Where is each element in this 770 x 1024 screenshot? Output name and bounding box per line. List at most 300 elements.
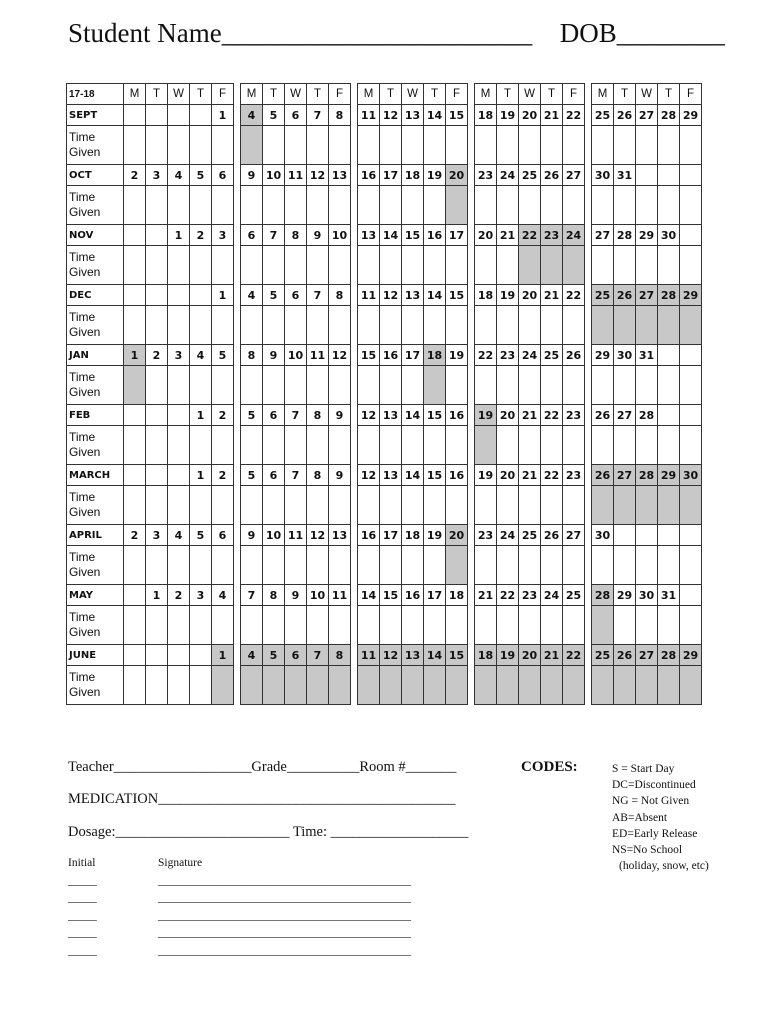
time-given-cell[interactable] bbox=[124, 306, 146, 345]
time-given-cell[interactable] bbox=[424, 486, 446, 525]
time-given-cell[interactable] bbox=[241, 606, 263, 645]
time-given-cell[interactable] bbox=[146, 426, 168, 465]
time-given-cell[interactable] bbox=[541, 666, 563, 705]
time-given-cell[interactable] bbox=[190, 306, 212, 345]
time-given-cell[interactable] bbox=[614, 546, 636, 585]
time-given-cell[interactable] bbox=[592, 486, 614, 525]
week-gap bbox=[468, 345, 475, 366]
time-given-cell[interactable] bbox=[146, 366, 168, 405]
time-given-cell[interactable] bbox=[519, 426, 541, 465]
time-given-cell[interactable] bbox=[241, 306, 263, 345]
time-given-cell[interactable] bbox=[168, 366, 190, 405]
time-given-cell[interactable] bbox=[380, 126, 402, 165]
date-cell: 5 bbox=[190, 525, 212, 546]
time-given-cell[interactable] bbox=[263, 486, 285, 525]
time-given-cell[interactable] bbox=[212, 546, 234, 585]
time-given-cell[interactable] bbox=[680, 186, 702, 225]
time-given-cell[interactable] bbox=[124, 426, 146, 465]
date-cell: 1 bbox=[212, 105, 234, 126]
date-cell: 20 bbox=[519, 285, 541, 306]
time-given-cell[interactable] bbox=[636, 666, 658, 705]
date-cell: 9 bbox=[263, 345, 285, 366]
time-given-cell[interactable] bbox=[563, 366, 585, 405]
time-given-cell[interactable] bbox=[168, 246, 190, 285]
date-cell: 5 bbox=[241, 465, 263, 486]
time-given-cell[interactable] bbox=[380, 246, 402, 285]
time-given-cell[interactable] bbox=[424, 546, 446, 585]
time-given-cell[interactable] bbox=[307, 546, 329, 585]
time-given-cell[interactable] bbox=[168, 186, 190, 225]
time-given-cell[interactable] bbox=[241, 666, 263, 705]
time-given-label: Time Given bbox=[67, 666, 124, 705]
time-given-cell[interactable] bbox=[402, 606, 424, 645]
time-given-cell[interactable] bbox=[358, 186, 380, 225]
weekday-letter: T bbox=[307, 84, 329, 105]
signature-blank[interactable]: ____________________________________________ bbox=[158, 892, 411, 904]
time-given-cell[interactable] bbox=[146, 306, 168, 345]
time-given-cell[interactable] bbox=[285, 606, 307, 645]
month-label: OCT bbox=[67, 165, 124, 186]
time-given-cell[interactable] bbox=[424, 186, 446, 225]
time-given-cell[interactable] bbox=[446, 186, 468, 225]
time-given-cell[interactable] bbox=[329, 246, 351, 285]
time-given-cell[interactable] bbox=[541, 486, 563, 525]
time-given-cell[interactable] bbox=[358, 126, 380, 165]
time-given-cell[interactable] bbox=[212, 426, 234, 465]
date-cell: 3 bbox=[190, 585, 212, 606]
time-given-cell[interactable] bbox=[380, 486, 402, 525]
time-given-cell[interactable] bbox=[658, 546, 680, 585]
time-given-cell[interactable] bbox=[636, 546, 658, 585]
time-given-cell[interactable] bbox=[424, 306, 446, 345]
time-given-cell[interactable] bbox=[424, 126, 446, 165]
time-given-cell[interactable] bbox=[658, 126, 680, 165]
time-given-cell[interactable] bbox=[402, 246, 424, 285]
time-given-cell[interactable] bbox=[680, 126, 702, 165]
date-cell bbox=[124, 225, 146, 246]
time-given-cell[interactable] bbox=[592, 186, 614, 225]
time-given-cell[interactable] bbox=[285, 126, 307, 165]
time-given-cell[interactable] bbox=[519, 546, 541, 585]
time-given-cell[interactable] bbox=[263, 366, 285, 405]
date-cell: 1 bbox=[212, 645, 234, 666]
time-given-cell[interactable] bbox=[475, 666, 497, 705]
time-given-cell[interactable] bbox=[541, 126, 563, 165]
time-given-cell[interactable] bbox=[263, 126, 285, 165]
time-given-cell[interactable] bbox=[658, 246, 680, 285]
time-given-cell[interactable] bbox=[329, 126, 351, 165]
time-given-cell[interactable] bbox=[307, 306, 329, 345]
time-given-cell[interactable] bbox=[329, 606, 351, 645]
time-given-cell[interactable] bbox=[424, 606, 446, 645]
time-given-cell[interactable] bbox=[241, 486, 263, 525]
time-given-cell[interactable] bbox=[541, 606, 563, 645]
time-given-cell[interactable] bbox=[329, 486, 351, 525]
time-given-cell[interactable] bbox=[358, 306, 380, 345]
time-given-cell[interactable] bbox=[497, 186, 519, 225]
time-given-cell[interactable] bbox=[475, 306, 497, 345]
time-given-cell[interactable] bbox=[658, 306, 680, 345]
time-given-cell[interactable] bbox=[285, 546, 307, 585]
time-given-cell[interactable] bbox=[380, 186, 402, 225]
time-given-cell[interactable] bbox=[475, 546, 497, 585]
time-given-cell[interactable] bbox=[563, 606, 585, 645]
time-given-cell[interactable] bbox=[190, 186, 212, 225]
initial-blank[interactable]: _____ bbox=[68, 927, 97, 939]
initial-blank[interactable]: _____ bbox=[68, 909, 97, 922]
time-given-cell[interactable] bbox=[146, 666, 168, 705]
time-given-cell[interactable] bbox=[446, 486, 468, 525]
time-given-cell[interactable] bbox=[636, 246, 658, 285]
time-given-cell[interactable] bbox=[680, 306, 702, 345]
week-gap bbox=[234, 525, 241, 546]
time-given-cell[interactable] bbox=[285, 486, 307, 525]
time-given-cell[interactable] bbox=[307, 486, 329, 525]
time-given-cell[interactable] bbox=[658, 486, 680, 525]
time-given-cell[interactable] bbox=[497, 486, 519, 525]
time-given-cell[interactable] bbox=[263, 666, 285, 705]
time-given-cell[interactable] bbox=[592, 126, 614, 165]
time-given-cell[interactable] bbox=[519, 186, 541, 225]
time-given-cell[interactable] bbox=[636, 366, 658, 405]
time-given-cell[interactable] bbox=[519, 666, 541, 705]
time-given-cell[interactable] bbox=[168, 666, 190, 705]
date-cell: 31 bbox=[658, 585, 680, 606]
time-given-cell[interactable] bbox=[358, 546, 380, 585]
time-given-cell[interactable] bbox=[146, 546, 168, 585]
time-given-cell[interactable] bbox=[475, 246, 497, 285]
time-given-cell[interactable] bbox=[241, 546, 263, 585]
time-given-cell[interactable] bbox=[190, 426, 212, 465]
time-given-cell[interactable] bbox=[541, 186, 563, 225]
date-cell: 20 bbox=[497, 405, 519, 426]
time-given-cell[interactable] bbox=[541, 366, 563, 405]
time-given-cell[interactable] bbox=[402, 426, 424, 465]
time-given-cell[interactable] bbox=[358, 666, 380, 705]
time-given-cell[interactable] bbox=[497, 666, 519, 705]
weekday-letter: W bbox=[285, 84, 307, 105]
time-given-cell[interactable] bbox=[475, 126, 497, 165]
time-given-cell[interactable] bbox=[358, 426, 380, 465]
time-given-cell[interactable] bbox=[497, 606, 519, 645]
time-given-cell[interactable] bbox=[329, 666, 351, 705]
time-given-cell[interactable] bbox=[592, 366, 614, 405]
time-given-cell[interactable] bbox=[446, 246, 468, 285]
time-given-cell[interactable] bbox=[446, 546, 468, 585]
time-given-cell[interactable] bbox=[212, 246, 234, 285]
initial-blank[interactable]: _____ bbox=[68, 874, 97, 887]
date-cell: 5 bbox=[190, 165, 212, 186]
time-given-cell[interactable] bbox=[680, 606, 702, 645]
time-given-cell[interactable] bbox=[241, 126, 263, 165]
date-cell: 10 bbox=[263, 165, 285, 186]
initial-blank[interactable]: _____ bbox=[68, 944, 97, 957]
time-given-cell[interactable] bbox=[168, 126, 190, 165]
time-given-cell[interactable] bbox=[519, 606, 541, 645]
time-given-cell[interactable] bbox=[212, 186, 234, 225]
time-given-cell[interactable] bbox=[212, 486, 234, 525]
time-given-cell[interactable] bbox=[424, 666, 446, 705]
time-given-cell[interactable] bbox=[636, 186, 658, 225]
week-gap bbox=[585, 306, 592, 345]
date-cell: 1 bbox=[212, 285, 234, 306]
time-given-cell[interactable] bbox=[563, 666, 585, 705]
time-given-cell[interactable] bbox=[497, 366, 519, 405]
time-given-cell[interactable] bbox=[380, 546, 402, 585]
date-cell: 27 bbox=[614, 405, 636, 426]
time-given-cell[interactable] bbox=[212, 366, 234, 405]
date-cell: 5 bbox=[212, 345, 234, 366]
time-given-cell[interactable] bbox=[124, 366, 146, 405]
time-given-cell[interactable] bbox=[263, 606, 285, 645]
time-given-cell[interactable] bbox=[241, 246, 263, 285]
time-given-cell[interactable] bbox=[285, 666, 307, 705]
time-given-cell[interactable] bbox=[402, 186, 424, 225]
date-cell: 22 bbox=[541, 465, 563, 486]
time-given-cell[interactable] bbox=[519, 306, 541, 345]
month-label: JUNE bbox=[67, 645, 124, 666]
time-given-cell[interactable] bbox=[124, 126, 146, 165]
time-given-cell[interactable] bbox=[380, 306, 402, 345]
time-given-cell[interactable] bbox=[124, 486, 146, 525]
time-given-cell[interactable] bbox=[329, 306, 351, 345]
time-given-cell[interactable] bbox=[241, 426, 263, 465]
time-given-cell[interactable] bbox=[519, 126, 541, 165]
time-given-cell[interactable] bbox=[563, 486, 585, 525]
time-given-cell[interactable] bbox=[592, 426, 614, 465]
time-given-cell[interactable] bbox=[614, 306, 636, 345]
time-given-cell[interactable] bbox=[190, 666, 212, 705]
time-given-cell[interactable] bbox=[307, 126, 329, 165]
date-cell: 6 bbox=[212, 165, 234, 186]
time-given-cell[interactable] bbox=[124, 546, 146, 585]
time-given-cell[interactable] bbox=[380, 426, 402, 465]
time-given-cell[interactable] bbox=[563, 246, 585, 285]
time-given-cell[interactable] bbox=[380, 666, 402, 705]
time-given-cell[interactable] bbox=[285, 306, 307, 345]
time-given-cell[interactable] bbox=[592, 666, 614, 705]
time-given-cell[interactable] bbox=[614, 666, 636, 705]
time-given-cell[interactable] bbox=[446, 426, 468, 465]
time-given-cell[interactable] bbox=[658, 666, 680, 705]
time-given-cell[interactable] bbox=[497, 246, 519, 285]
time-given-cell[interactable] bbox=[563, 186, 585, 225]
time-given-cell[interactable] bbox=[614, 366, 636, 405]
time-given-cell[interactable] bbox=[658, 426, 680, 465]
time-given-cell[interactable] bbox=[519, 486, 541, 525]
time-given-cell[interactable] bbox=[636, 306, 658, 345]
time-given-cell[interactable] bbox=[402, 546, 424, 585]
time-given-cell[interactable] bbox=[380, 606, 402, 645]
time-given-cell[interactable] bbox=[329, 366, 351, 405]
time-given-cell[interactable] bbox=[358, 246, 380, 285]
time-given-cell[interactable] bbox=[592, 306, 614, 345]
time-given-cell[interactable] bbox=[263, 426, 285, 465]
time-given-cell[interactable] bbox=[658, 366, 680, 405]
time-given-cell[interactable] bbox=[402, 126, 424, 165]
date-cell: 4 bbox=[212, 585, 234, 606]
time-given-cell[interactable] bbox=[190, 126, 212, 165]
date-cell: 8 bbox=[307, 405, 329, 426]
date-cell bbox=[146, 405, 168, 426]
time-given-cell[interactable] bbox=[614, 486, 636, 525]
time-given-cell[interactable] bbox=[614, 186, 636, 225]
date-cell bbox=[680, 225, 702, 246]
time-given-cell[interactable] bbox=[168, 426, 190, 465]
time-given-cell[interactable] bbox=[446, 306, 468, 345]
time-given-cell[interactable] bbox=[307, 186, 329, 225]
date-cell: 24 bbox=[563, 225, 585, 246]
time-given-cell[interactable] bbox=[329, 186, 351, 225]
time-given-cell[interactable] bbox=[592, 606, 614, 645]
initial-blank[interactable]: _____ bbox=[68, 892, 97, 904]
time-given-cell[interactable] bbox=[402, 666, 424, 705]
time-given-cell[interactable] bbox=[424, 246, 446, 285]
date-cell: 6 bbox=[263, 405, 285, 426]
time-given-cell[interactable] bbox=[358, 486, 380, 525]
time-given-cell[interactable] bbox=[307, 246, 329, 285]
time-given-cell[interactable] bbox=[380, 366, 402, 405]
time-given-cell[interactable] bbox=[563, 126, 585, 165]
time-given-cell[interactable] bbox=[358, 606, 380, 645]
time-given-cell[interactable] bbox=[446, 606, 468, 645]
time-given-cell[interactable] bbox=[124, 186, 146, 225]
time-given-cell[interactable] bbox=[475, 606, 497, 645]
time-given-cell[interactable] bbox=[190, 246, 212, 285]
time-given-cell[interactable] bbox=[168, 606, 190, 645]
date-cell: 7 bbox=[241, 585, 263, 606]
time-given-cell[interactable] bbox=[212, 306, 234, 345]
signature-blank[interactable]: ____________________________________________ bbox=[158, 874, 411, 887]
signature-blank[interactable]: ____________________________________________ bbox=[158, 927, 411, 939]
time-given-cell[interactable] bbox=[124, 666, 146, 705]
signature-blank[interactable]: ____________________________________________ bbox=[158, 909, 411, 922]
time-given-cell[interactable] bbox=[563, 546, 585, 585]
time-given-cell[interactable] bbox=[190, 546, 212, 585]
time-given-cell[interactable] bbox=[541, 246, 563, 285]
time-given-cell[interactable] bbox=[497, 546, 519, 585]
date-cell: 30 bbox=[636, 585, 658, 606]
time-given-cell[interactable] bbox=[541, 306, 563, 345]
time-given-cell[interactable] bbox=[168, 486, 190, 525]
time-given-cell[interactable] bbox=[146, 186, 168, 225]
time-given-cell[interactable] bbox=[212, 126, 234, 165]
code-item: ED=Early Release bbox=[612, 827, 698, 840]
time-given-cell[interactable] bbox=[285, 186, 307, 225]
time-given-cell[interactable] bbox=[636, 606, 658, 645]
time-given-cell[interactable] bbox=[263, 246, 285, 285]
time-given-cell[interactable] bbox=[475, 366, 497, 405]
time-given-cell[interactable] bbox=[497, 426, 519, 465]
time-given-cell[interactable] bbox=[680, 486, 702, 525]
time-given-cell[interactable] bbox=[658, 186, 680, 225]
time-given-cell[interactable] bbox=[424, 426, 446, 465]
time-given-cell[interactable] bbox=[475, 186, 497, 225]
time-given-cell[interactable] bbox=[146, 486, 168, 525]
time-given-cell[interactable] bbox=[263, 546, 285, 585]
time-given-cell[interactable] bbox=[241, 186, 263, 225]
time-given-cell[interactable] bbox=[285, 426, 307, 465]
time-given-cell[interactable] bbox=[563, 426, 585, 465]
time-given-cell[interactable] bbox=[446, 366, 468, 405]
time-given-cell[interactable] bbox=[168, 546, 190, 585]
time-given-cell[interactable] bbox=[190, 366, 212, 405]
time-given-cell[interactable] bbox=[190, 606, 212, 645]
time-given-cell[interactable] bbox=[636, 426, 658, 465]
date-cell: 31 bbox=[636, 345, 658, 366]
date-cell: 12 bbox=[358, 465, 380, 486]
time-given-cell[interactable] bbox=[614, 606, 636, 645]
time-given-cell[interactable] bbox=[263, 186, 285, 225]
time-given-cell[interactable] bbox=[124, 606, 146, 645]
time-given-cell[interactable] bbox=[307, 366, 329, 405]
time-given-cell[interactable] bbox=[680, 426, 702, 465]
time-given-cell[interactable] bbox=[285, 366, 307, 405]
time-given-cell[interactable] bbox=[680, 366, 702, 405]
time-given-cell[interactable] bbox=[614, 426, 636, 465]
time-given-cell[interactable] bbox=[614, 126, 636, 165]
time-given-cell[interactable] bbox=[541, 546, 563, 585]
time-given-cell[interactable] bbox=[519, 246, 541, 285]
time-given-cell[interactable] bbox=[563, 306, 585, 345]
time-given-cell[interactable] bbox=[680, 666, 702, 705]
time-given-cell[interactable] bbox=[402, 306, 424, 345]
time-given-cell[interactable] bbox=[358, 366, 380, 405]
signature-header: Signature bbox=[158, 857, 203, 869]
signature-blank[interactable]: ____________________________________________ bbox=[158, 944, 411, 957]
time-given-cell[interactable] bbox=[475, 426, 497, 465]
time-given-cell[interactable] bbox=[636, 126, 658, 165]
dosage-time-line: Dosage:________________________ Time: ___________________ bbox=[68, 824, 469, 840]
time-given-cell[interactable] bbox=[424, 366, 446, 405]
time-given-cell[interactable] bbox=[212, 606, 234, 645]
time-given-cell[interactable] bbox=[592, 546, 614, 585]
time-given-cell[interactable] bbox=[402, 366, 424, 405]
time-given-cell[interactable] bbox=[146, 606, 168, 645]
time-given-cell[interactable] bbox=[497, 306, 519, 345]
time-given-cell[interactable] bbox=[307, 606, 329, 645]
time-given-cell[interactable] bbox=[497, 126, 519, 165]
time-given-cell[interactable] bbox=[146, 126, 168, 165]
time-given-cell[interactable] bbox=[329, 426, 351, 465]
time-given-label: Time Given bbox=[67, 546, 124, 585]
time-given-cell[interactable] bbox=[519, 366, 541, 405]
time-given-cell[interactable] bbox=[592, 246, 614, 285]
time-given-cell[interactable] bbox=[680, 246, 702, 285]
time-given-cell[interactable] bbox=[212, 666, 234, 705]
time-given-cell[interactable] bbox=[241, 366, 263, 405]
time-given-cell[interactable] bbox=[614, 246, 636, 285]
weekday-letter: M bbox=[592, 84, 614, 105]
time-given-cell[interactable] bbox=[329, 546, 351, 585]
time-given-cell[interactable] bbox=[658, 606, 680, 645]
time-given-cell[interactable] bbox=[285, 246, 307, 285]
time-given-cell[interactable] bbox=[680, 546, 702, 585]
time-given-cell[interactable] bbox=[402, 486, 424, 525]
time-given-cell[interactable] bbox=[190, 486, 212, 525]
time-given-cell[interactable] bbox=[263, 306, 285, 345]
time-given-cell[interactable] bbox=[475, 486, 497, 525]
time-given-cell[interactable] bbox=[307, 426, 329, 465]
time-given-cell[interactable] bbox=[168, 306, 190, 345]
time-given-cell[interactable] bbox=[307, 666, 329, 705]
time-given-cell[interactable] bbox=[446, 666, 468, 705]
time-given-cell[interactable] bbox=[124, 246, 146, 285]
time-given-cell[interactable] bbox=[446, 126, 468, 165]
time-given-cell[interactable] bbox=[541, 426, 563, 465]
time-given-cell[interactable] bbox=[146, 246, 168, 285]
time-given-cell[interactable] bbox=[636, 486, 658, 525]
